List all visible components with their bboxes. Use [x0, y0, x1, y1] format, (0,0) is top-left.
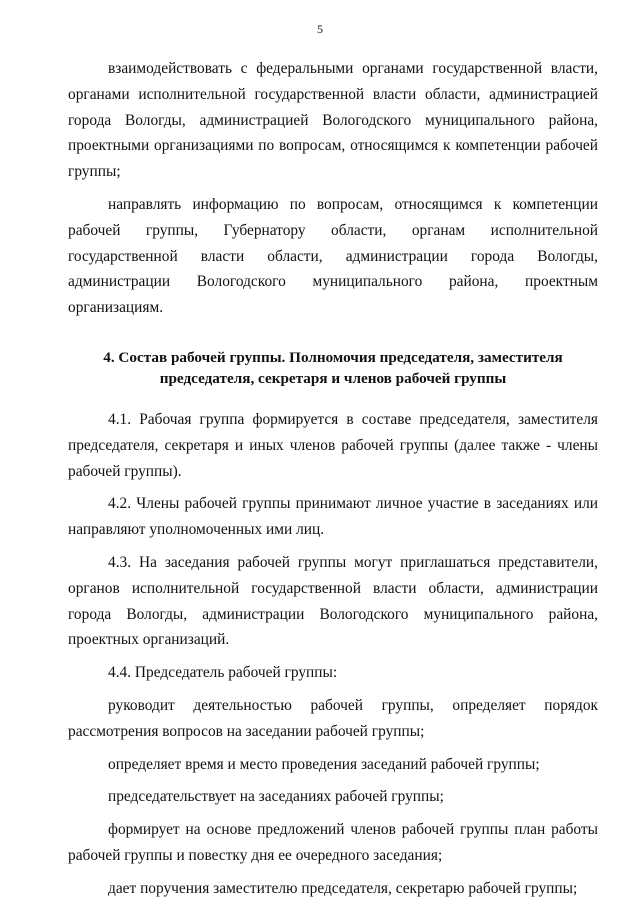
paragraph-chair-presides: председательствует на заседаниях рабочей группы;	[108, 788, 444, 806]
document-body	[68, 56, 598, 902]
section-heading-line-1: 4. Состав рабочей группы. Полномочия председателя, заместителя	[103, 348, 563, 366]
section-heading	[68, 347, 598, 389]
paragraph-interaction: взаимодействовать с федеральными органами государственной власти, органами исполнительной государственной власти области, администрацией города Вологды, администрацией Вологодского муниципального района, проектными организациями по вопросам, относящимся к компетенции рабочей группы;	[68, 60, 598, 181]
paragraph-4-3: 4.3. На заседания рабочей группы могут приглашаться представители, органов исполнительной государственной власти области, администрации города Вологды, администрации Вологодского муниципального района, проектных организаций.	[68, 553, 598, 649]
paragraph-chair-schedules: определяет время и место проведения заседаний рабочей группы;	[108, 755, 540, 773]
paragraph-chair-plans: формирует на основе предложений членов рабочей группы план работы рабочей группы и повестку дня ее очередного заседания;	[68, 821, 598, 864]
paragraph-chair-leads: руководит деятельностью рабочей группы, определяет порядок рассмотрения вопросов на заседании рабочей группы;	[68, 696, 598, 740]
page-number: 5	[317, 22, 323, 36]
paragraph-4-1: 4.1. Рабочая группа формируется в составе председателя, заместителя председателя, секретаря и иных членов рабочей группы (далее также - члены рабочей группы).	[68, 410, 598, 480]
paragraph-4-2: 4.2. Члены рабочей группы принимают личное участие в заседаниях или направляют уполномоченных ими лиц.	[68, 495, 598, 539]
section-heading-line-2: председателя, секретаря и членов рабочей группы	[159, 369, 507, 387]
paragraph-4-4: 4.4. Председатель рабочей группы:	[108, 664, 338, 682]
paragraph-chair-instructs: дает поручения заместителю председателя, секретарю рабочей группы;	[108, 879, 578, 897]
paragraph-send-information: направлять информацию по вопросам, относящимся к компетенции рабочей группы, Губернатору области, органам исполнительной государственной власти области, администрации города Вологды, администрации Вологодского муниципального района, проектным организациям.	[68, 195, 598, 317]
